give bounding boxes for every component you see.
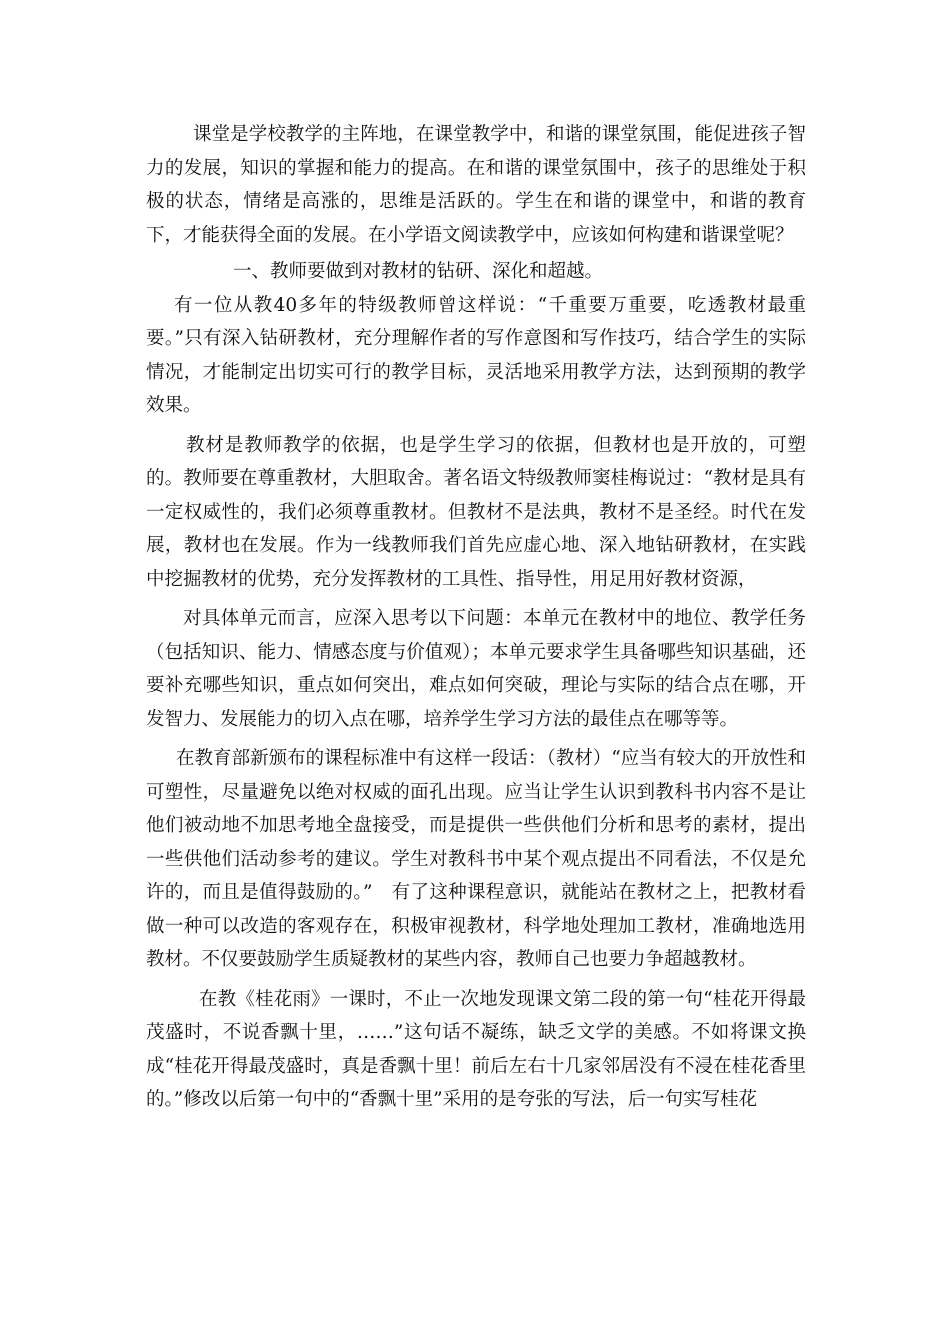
section-heading: 一、教师要做到对教材的钻研、深化和超越。 <box>233 261 604 282</box>
body-paragraph: 在教《桂花雨》一课时，不止一次地发现课文第二段的第一句“桂花开得最茂盛时，不说香飘十里，……”这句话不凝练，缺乏文学的美感。不如将课文换成“桂花开得最茂盛时，真是香飘十里！前后左右十几家邻居没有不浸在桂花香里的。”修改以后第一句中的“香飘十里”采用的是夸张的写法，后一句实写桂花 <box>146 988 806 1110</box>
body-paragraph: 教材是教师教学的依据，也是学生学习的依据，但教材也是开放的，可塑的。教师要在尊重教材，大胆取舍。著名语文特级教师窦桂梅说过：“教材是具有一定权威性的，我们必须尊重教材。但教材不是法典，教材不是圣经。时代在发展，教材也在发展。作为一线教师我们首先应虚心地、深入地钻研教材，在实践中挖掘教材的优势，充分发挥教材的工具性、指导性，用足用好教材资源， <box>146 434 806 590</box>
body-paragraph: 有一位从教40多年的特级教师曾这样说：“千重要万重要，吃透教材最重要。”只有深入钻研教材，充分理解作者的写作意图和写作技巧，结合学生的实际情况，才能制定出切实可行的教学目标，灵活地采用教学方法，达到预期的教学效果。 <box>146 294 806 416</box>
document-body <box>146 118 806 1117</box>
body-paragraph: 对具体单元而言，应深入思考以下问题：本单元在教材中的地位、教学任务（包括知识、能力、情感态度与价值观）；本单元要求学生具备哪些知识基础，还要补充哪些知识，重点如何突出，难点如何突破，理论与实际的结合点在哪，开发智力、发展能力的切入点在哪，培养学生学习方法的最佳点在哪等等。 <box>146 608 806 730</box>
body-paragraph: 在教育部新颁布的课程标准中有这样一段话：（教材）“应当有较大的开放性和可塑性，尽量避免以绝对权威的面孔出现。应当让学生认识到教科书内容不是让他们被动地不加思考地全盘接受，而是提供一些供他们分析和思考的素材，提出一些供他们活动参考的建议。学生对教科书中某个观点提出不同看法，不仅是允许的，而且是值得鼓励的。” 有了这种课程意识，就能站在教材之上，把教材看做一种可以改造的客观存在，积极审视教材，科学地处理加工教材，准确地选用教材。不仅要鼓励学生质疑教材的某些内容，教师自己也要力争超越教材。 <box>146 748 806 970</box>
intro-paragraph: 课堂是学校教学的主阵地，在课堂教学中，和谐的课堂氛围，能促进孩子智力的发展，知识的掌握和能力的提高。在和谐的课堂氛围中，孩子的思维处于积极的状态，情绪是高涨的，思维是活跃的。学生在和谐的课堂中，和谐的教育下，才能获得全面的发展。在小学语文阅读教学中，应该如何构建和谐课堂呢？ <box>146 124 806 246</box>
